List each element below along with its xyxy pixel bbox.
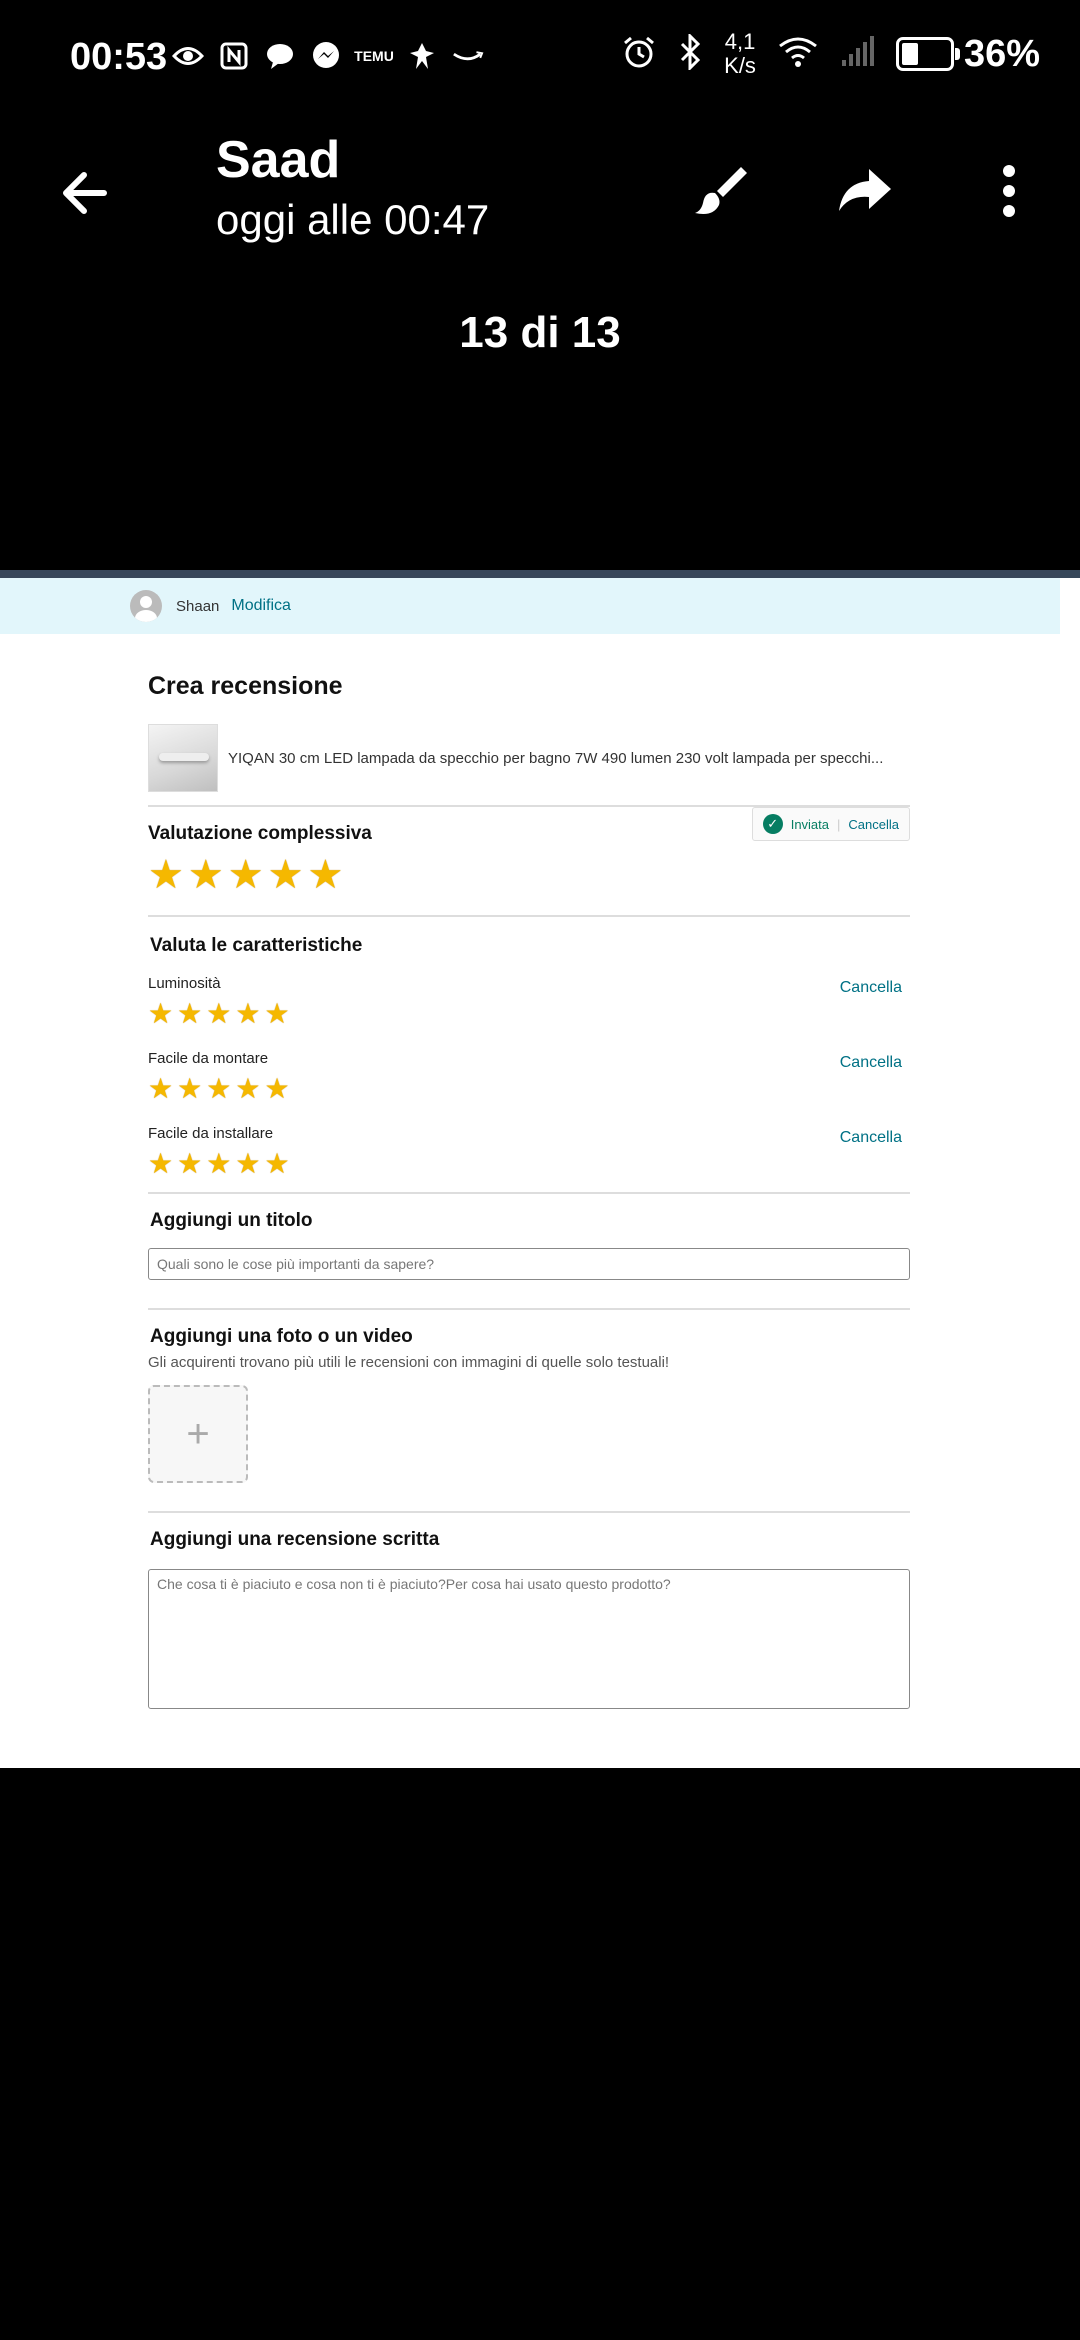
photo-heading: Aggiungi una foto o un video [150, 1326, 413, 1347]
network-speed-value: 4,1 [724, 29, 756, 54]
battery-icon [896, 37, 954, 71]
shared-screenshot [0, 570, 1080, 1768]
star-icon[interactable]: ★ [264, 998, 290, 1029]
edit-button[interactable] [686, 156, 756, 226]
clock: 00:53 [70, 36, 168, 78]
arrow-left-icon [52, 158, 122, 228]
star-icon[interactable]: ★ [267, 853, 304, 897]
star-icon[interactable]: ★ [148, 1073, 174, 1104]
features-section [148, 935, 910, 1178]
share-button[interactable] [830, 156, 900, 226]
star-icon[interactable]: ★ [148, 1148, 174, 1179]
feature-cancel-link[interactable]: Cancella [839, 1129, 902, 1146]
status-bar [0, 0, 1080, 120]
feature-stars[interactable] [148, 1075, 910, 1103]
star-icon[interactable]: ★ [206, 1148, 232, 1179]
chat-bubble-icon [264, 40, 296, 72]
add-media-button[interactable] [148, 1385, 248, 1483]
messenger-icon [310, 40, 342, 72]
feature-label: Facile da montare [148, 1050, 269, 1067]
feature-list [148, 975, 910, 1178]
star-icon[interactable]: ★ [206, 1073, 232, 1104]
title-input[interactable]: Quali sono le cose più importanti da sapere? [148, 1248, 910, 1280]
overall-rating-section [148, 807, 910, 895]
star-icon[interactable]: ★ [177, 1148, 203, 1179]
divider [148, 1308, 910, 1310]
system-status-icons [622, 30, 1040, 78]
user-bar [0, 578, 1060, 634]
battery-fill [902, 43, 919, 65]
divider [148, 1511, 910, 1513]
feature-label: Luminosità [148, 975, 221, 992]
star-icon[interactable]: ★ [177, 1073, 203, 1104]
bluetooth-icon [678, 34, 702, 75]
photo-section [148, 1326, 910, 1483]
check-icon: ✓ [763, 814, 783, 834]
feature-row [148, 1125, 910, 1178]
feature-stars[interactable] [148, 1000, 910, 1028]
product-title: YIQAN 30 cm LED lampada da specchio per bagno 7W 490 lumen 230 volt lampada per specchi... [228, 749, 884, 767]
star-icon[interactable]: ★ [177, 998, 203, 1029]
sender-name: Saad [216, 131, 341, 189]
battery-percent: 36% [963, 32, 1040, 75]
bird-icon [406, 40, 438, 72]
user-name: Shaan [176, 597, 220, 615]
eye-icon [172, 40, 204, 72]
amazon-icon [452, 40, 484, 72]
feature-row [148, 1050, 910, 1103]
submitted-badge [752, 807, 910, 841]
feature-cancel-link[interactable]: Cancella [839, 1054, 902, 1071]
overall-stars[interactable] [148, 855, 910, 895]
star-icon[interactable]: ★ [187, 853, 224, 897]
top-strip [0, 570, 1080, 578]
star-icon[interactable]: ★ [264, 1148, 290, 1179]
message-date: oggi alle 00:47 [216, 196, 490, 243]
photo-hint: Gli acquirenti trovano più utili le recensioni con immagini di quelle solo testuali! [148, 1354, 670, 1371]
title-heading: Aggiungi un titolo [150, 1210, 313, 1231]
features-heading: Valuta le caratteristiche [150, 935, 363, 956]
star-icon[interactable]: ★ [227, 853, 264, 897]
feature-cancel-link[interactable]: Cancella [839, 979, 902, 996]
overall-cancel-link[interactable]: Cancella [848, 816, 899, 832]
written-review-textarea[interactable]: Che cosa ti è piaciuto e cosa non ti è piaciuto?Per cosa hai usato questo prodotto? [148, 1569, 910, 1709]
review-form [148, 634, 910, 1709]
viewer-app-bar [0, 120, 1080, 270]
product-row [148, 725, 910, 791]
star-icon[interactable]: ★ [307, 853, 344, 897]
title-section [148, 1210, 910, 1280]
avatar [130, 590, 162, 622]
star-icon[interactable]: ★ [235, 1073, 261, 1104]
edit-profile-link[interactable]: Modifica [231, 597, 291, 614]
divider [148, 1192, 910, 1194]
network-speed-unit: K/s [724, 53, 756, 78]
page-title: Crea recensione [148, 672, 343, 700]
feature-row [148, 975, 910, 1028]
forward-arrow-icon [835, 161, 895, 221]
product-image [148, 724, 218, 792]
feature-label: Facile da installare [148, 1125, 274, 1142]
overall-heading: Valutazione complessiva [148, 823, 372, 844]
star-icon[interactable]: ★ [235, 1148, 261, 1179]
signal-icon [840, 36, 874, 73]
separator: | [837, 816, 841, 832]
image-counter: 13 di 13 [459, 308, 621, 357]
star-icon[interactable]: ★ [148, 853, 184, 897]
network-speed [724, 30, 756, 78]
submitted-label: Inviata [790, 816, 830, 832]
star-icon[interactable]: ★ [235, 998, 261, 1029]
brush-icon [691, 161, 751, 221]
nfc-icon [218, 40, 250, 72]
star-icon[interactable]: ★ [264, 1073, 290, 1104]
divider [148, 915, 910, 917]
star-icon[interactable]: ★ [206, 998, 232, 1029]
plus-icon: + [186, 1411, 210, 1456]
back-button[interactable] [52, 158, 122, 228]
battery [896, 33, 1040, 76]
notification-icons [172, 40, 484, 72]
written-review-heading: Aggiungi una recensione scritta [150, 1529, 440, 1550]
star-icon[interactable]: ★ [148, 998, 174, 1029]
feature-stars[interactable] [148, 1150, 910, 1178]
more-options-button[interactable] [974, 156, 1044, 226]
wifi-icon [778, 36, 818, 73]
alarm-icon [622, 35, 656, 74]
written-review-section [148, 1529, 910, 1709]
temu-icon: TEMU [354, 48, 394, 64]
more-vertical-icon [999, 161, 1019, 221]
